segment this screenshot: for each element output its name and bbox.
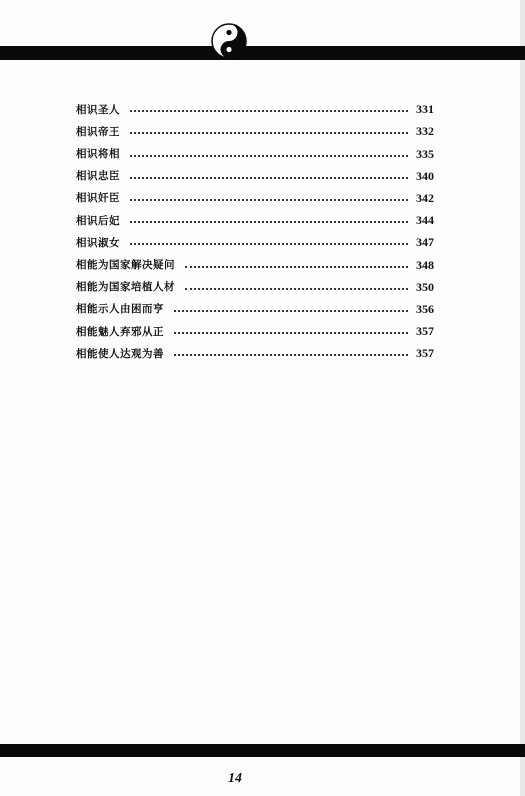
toc-leader-dots <box>185 288 408 290</box>
toc-entry-page: 350 <box>416 279 434 294</box>
page-edge <box>520 0 525 796</box>
toc-leader-dots <box>130 221 408 223</box>
toc-leader-dots <box>130 155 408 157</box>
toc-entry <box>76 137 434 159</box>
toc-leader-dots <box>185 266 408 268</box>
toc-entry-title: 相识将相 <box>76 148 120 161</box>
table-of-contents <box>76 93 434 359</box>
toc-entry <box>76 115 434 137</box>
toc-entry-page: 342 <box>416 190 434 205</box>
toc-entry-page: 332 <box>416 124 434 139</box>
toc-entry <box>76 293 434 315</box>
toc-leader-dots <box>130 132 408 134</box>
toc-entry <box>76 271 434 293</box>
toc-entry-page: 335 <box>416 146 434 161</box>
toc-entry-title: 相识后妃 <box>76 214 120 227</box>
footer-bar <box>0 744 525 757</box>
toc-entry-title: 相识忠臣 <box>76 170 120 183</box>
toc-entry <box>76 160 434 182</box>
toc-entry <box>76 315 434 337</box>
toc-entry <box>76 226 434 248</box>
toc-leader-dots <box>174 310 408 312</box>
toc-entry-page: 331 <box>416 102 434 117</box>
yin-yang-icon <box>211 23 247 59</box>
header-bar <box>0 46 525 60</box>
toc-leader-dots <box>130 177 408 179</box>
toc-entry-title: 相能魅人弃邪从正 <box>76 325 164 338</box>
toc-leader-dots <box>130 199 408 201</box>
toc-entry-title: 相识帝王 <box>76 125 120 138</box>
toc-entry-title: 相能为国家解决疑问 <box>76 259 175 271</box>
toc-entry <box>76 93 434 115</box>
toc-leader-dots <box>130 243 408 245</box>
toc-entry <box>76 204 434 226</box>
toc-entry-page: 356 <box>416 301 434 316</box>
toc-entry-title: 相能使人达观为善 <box>76 347 164 360</box>
toc-leader-dots <box>174 332 408 334</box>
toc-leader-dots <box>174 354 408 356</box>
page-number: 14 <box>228 771 242 786</box>
toc-entry <box>76 337 434 359</box>
toc-entry-page: 344 <box>416 213 434 228</box>
toc-entry <box>76 182 434 204</box>
toc-entry-page: 348 <box>416 257 434 272</box>
toc-entry-page: 357 <box>416 346 434 361</box>
toc-entry-page: 347 <box>416 235 434 250</box>
toc-entry-title: 相能为国家培植人材 <box>76 281 175 294</box>
toc-entry-page: 340 <box>416 168 434 183</box>
toc-entry-title: 相识淑女 <box>76 236 120 249</box>
toc-entry-title: 相识圣人 <box>76 103 120 116</box>
toc-leader-dots <box>130 110 408 112</box>
toc-entry-page: 357 <box>416 324 434 339</box>
toc-entry-title: 相识奸臣 <box>76 192 120 205</box>
toc-entry <box>76 248 434 270</box>
toc-entry-title: 相能示人由困而亨 <box>76 303 164 316</box>
